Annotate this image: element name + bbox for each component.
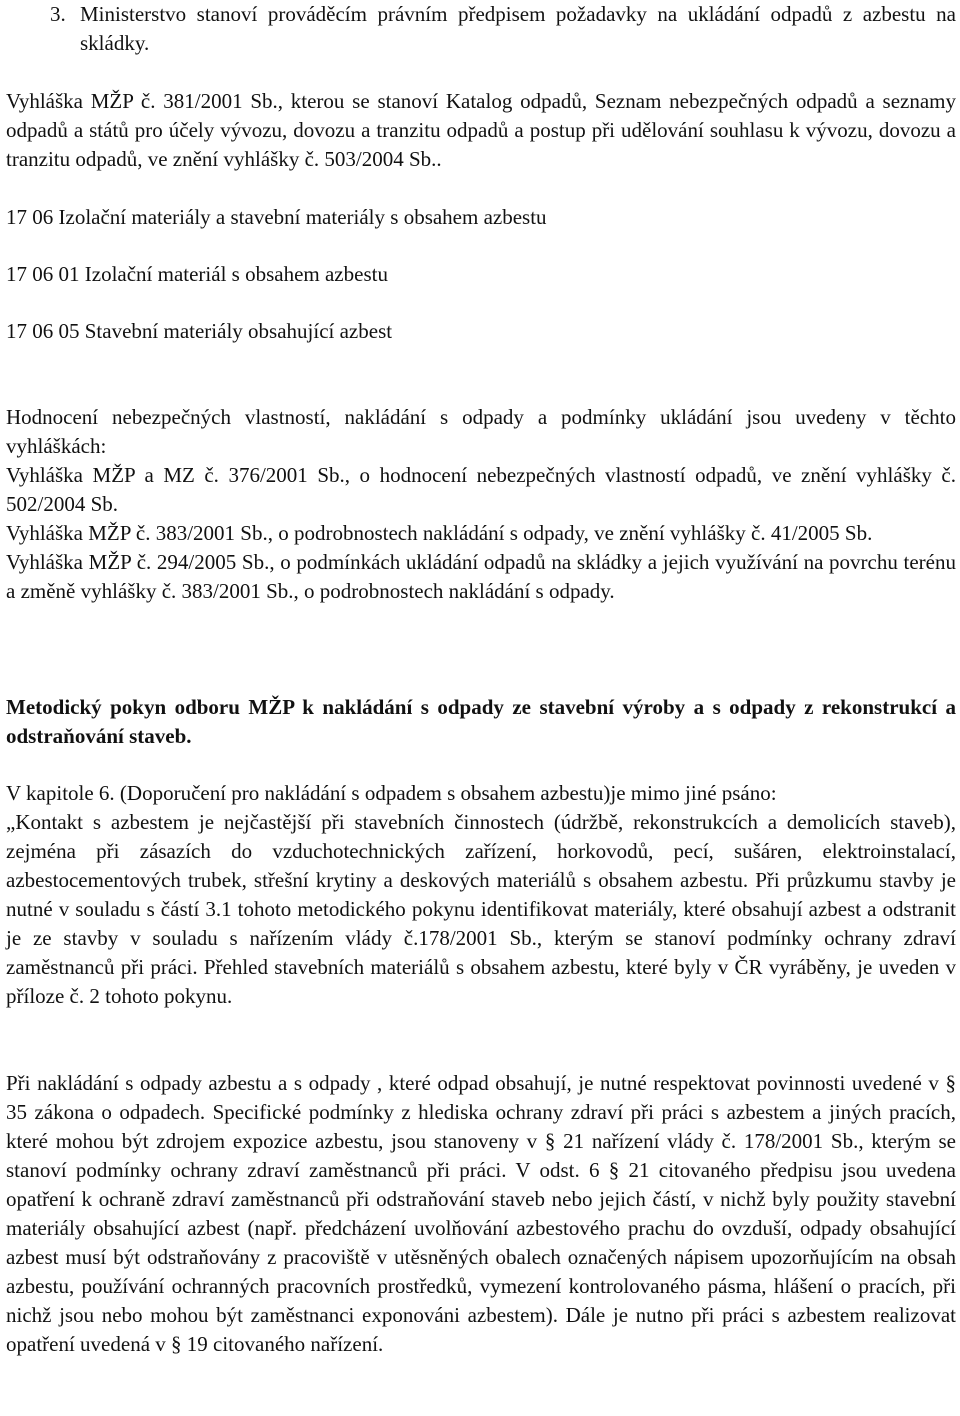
waste-code-group: 17 06 Izolační materiály a stavební materiály s obsahem azbestu	[6, 205, 547, 229]
chapter-intro: V kapitole 6. (Doporučení pro nakládání s odpadem s obsahem azbestu)je mimo jiné psáno:	[6, 781, 777, 805]
methodical-section	[6, 779, 956, 1011]
decree-383: Vyhláška MŽP č. 383/2001 Sb., o podrobnostech nakládání s odpady, ve znění vyhlášky č. 41/2005 Sb.	[6, 521, 873, 545]
handling-paragraph: Při nakládání s odpady azbestu a s odpady , které odpad obsahují, je nutné respektovat povinnosti uvedené v § 35 zákona o odpadech. Specifické podmínky z hlediska ochrany zdraví při práci s azbestem a jiných pracích, které mohou být zdrojem expozice azbestu, jsou stanoveny v § 21 nařízení vlády č. 178/2001 Sb., kterým se stanoví podmínky ochrany zdraví zaměstnanců při práci. V odst. 6 § 21 citovaného předpisu jsou uvedena opatření k ochraně zdraví zaměstnanců při odstraňování staveb nebo jejich částí, v nichž byly použity stavební materiály obsahující azbest (např. předcházení uvolňování azbestového prachu do ovzduší, odpady obsahující azbest musí být odstraňovány z pracoviště v utěsněných obalech označených nápisem upozorňujícím na obsah azbestu, používání ochranných pracovních prostředků, vymezení kontrolovaného pásma, hlášení o pracích, při nichž jsou nebo mohou být zaměstnanci exponováni azbestem). Dále je nutno při práci s azbestem realizovat opatření uvedená v § 19 citovaného nařízení.	[6, 1071, 956, 1356]
waste-code-item: 17 06 01 Izolační materiál s obsahem azbestu	[6, 262, 388, 286]
methodical-heading: Metodický pokyn odboru MŽP k nakládání s odpady ze stavební výroby a s odpady z rekonstrukcí a odstraňování staveb.	[6, 695, 956, 748]
waste-code-item: 17 06 05 Stavební materiály obsahující azbest	[6, 319, 393, 343]
evaluation-intro: Hodnocení nebezpečných vlastností, nakládání s odpady a podmínky ukládání jsou uvedeny v těchto vyhláškách:	[6, 405, 956, 458]
methodical-quote: „Kontakt s azbestem je nejčastější při stavebních činnostech (údržbě, rekonstrukcích a demolicích staveb), zejména při zásazích do vzduchotechnických zařízení, horkovodů, pecí, sušáren, elektroinstalací, azbestocementových trubek, střešní krytiny a deskových materiálů s obsahem azbestu. Při průzkumu stavby je nutné v souladu s částí 3.1 tohoto metodického pokynu identifikovat materiály, které obsahují azbest a odstranit je ze stavby v souladu s nařízením vlády č.178/2001 Sb., kterým se stanoví podmínky ochrany zdraví zaměstnanců při práci. Přehled stavebních materiálů s obsahem azbestu, které byly v ČR vyráběny, je uveden v příloze č. 2 tohoto pokynu.	[6, 810, 956, 1008]
list-item-text: Ministerstvo stanoví prováděcím právním předpisem požadavky na ukládání odpadů z azbestu na skládky.	[80, 2, 956, 55]
decree-381-paragraph: Vyhláška MŽP č. 381/2001 Sb., kterou se stanoví Katalog odpadů, Seznam nebezpečných odpadů a seznamy odpadů a států pro účely vývozu, dovozu a tranzitu odpadů a postup při udělování souhlasu k vývozu, dovozu a tranzitu odpadů, ve znění vyhlášky č. 503/2004 Sb..	[6, 89, 956, 171]
list-item-number: 3.	[50, 2, 66, 26]
evaluation-section	[6, 403, 956, 606]
decree-294: Vyhláška MŽP č. 294/2005 Sb., o podmínkách ukládání odpadů na skládky a jejich využívání na povrchu terénu a změně vyhlášky č. 383/2001 Sb., o podrobnostech nakládání s odpady.	[6, 550, 956, 603]
decree-376: Vyhláška MŽP a MZ č. 376/2001 Sb., o hodnocení nebezpečných vlastností odpadů, ve znění vyhlášky č. 502/2004 Sb.	[6, 463, 956, 516]
